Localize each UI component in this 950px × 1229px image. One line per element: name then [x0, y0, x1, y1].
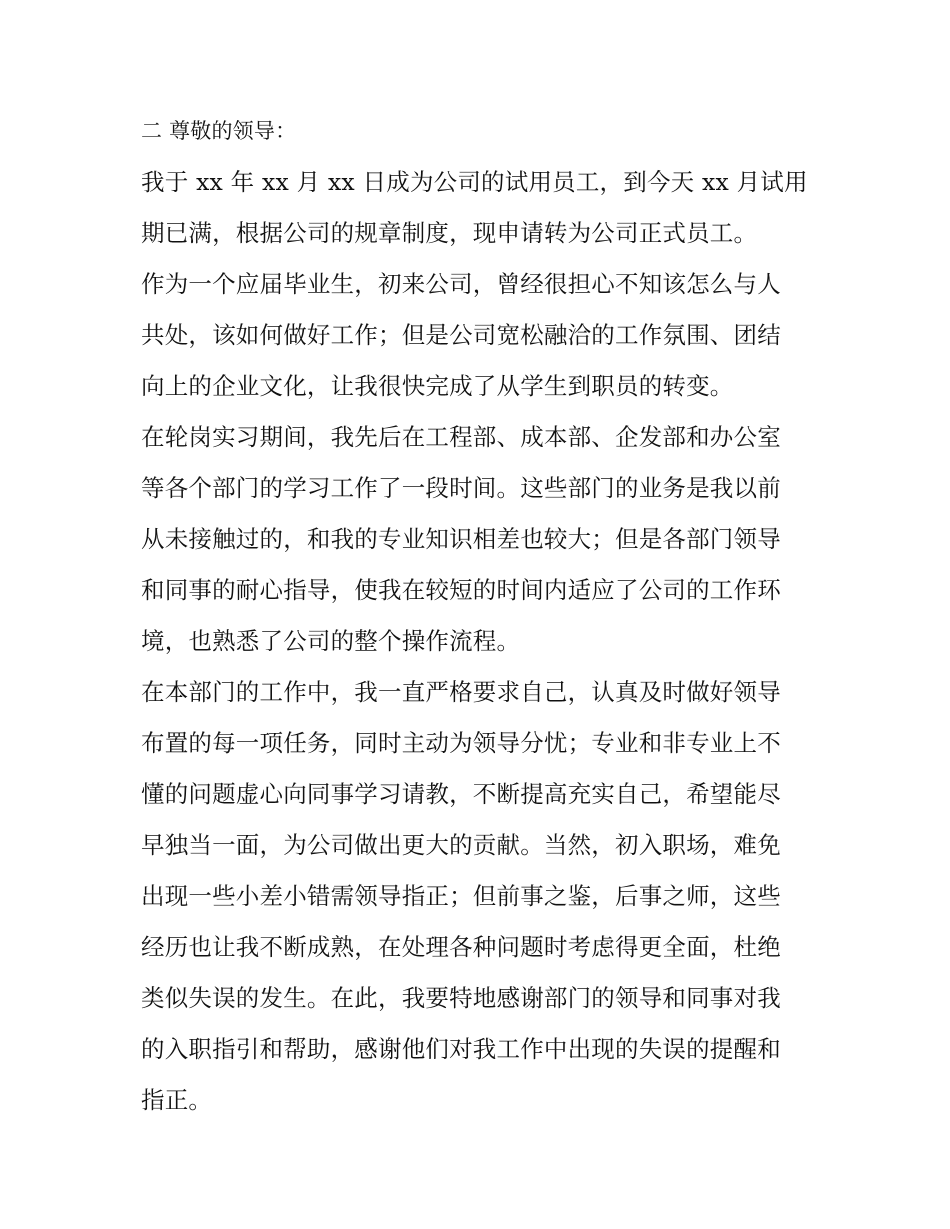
- text-line: 从未接触过的，和我的专业知识相差也较大；但是各部门领导: [141, 525, 781, 553]
- text-line: 在轮岗实习期间，我先后在工程部、成本部、企发部和办公室: [141, 423, 781, 451]
- text-line: 期已满，根据公司的规章制度，现申请转为公司正式员工。: [141, 219, 758, 247]
- text-line: 和同事的耐心指导，使我在较短的时间内适应了公司的工作环: [141, 576, 781, 604]
- text-line: 布置的每一项任务，同时主动为领导分忧；专业和非专业上不: [141, 729, 781, 757]
- text-line: 的入职指引和帮助，感谢他们对我工作中出现的失误的提醒和: [141, 1035, 781, 1063]
- text-line: 懂的问题虚心向同事学习请教，不断提高充实自己，希望能尽: [141, 780, 781, 808]
- text-line: 指正。: [141, 1086, 213, 1114]
- text-line: 等各个部门的学习工作了一段时间。这些部门的业务是我以前: [141, 474, 781, 502]
- salutation: 二 尊敬的领导：: [141, 119, 297, 143]
- text-line: 向上的企业文化，让我很快完成了从学生到职员的转变。: [141, 372, 734, 400]
- text-line: 在本部门的工作中，我一直严格要求自己，认真及时做好领导: [141, 678, 781, 706]
- text-line: 早独当一面，为公司做出更大的贡献。当然，初入职场，难免: [141, 831, 781, 859]
- text-line: 共处，该如何做好工作；但是公司宽松融洽的工作氛围、团结: [141, 321, 781, 349]
- text-line: 我于 xx 年 xx 月 xx 日成为公司的试用员工，到今天 xx 月试用: [141, 168, 808, 196]
- document-body: [141, 106, 821, 1126]
- text-line: 作为一个应届毕业生，初来公司，曾经很担心不知该怎么与人: [141, 270, 781, 298]
- text-line: 类似失误的发生。在此，我要特地感谢部门的领导和同事对我: [141, 984, 781, 1012]
- text-line: 经历也让我不断成熟，在处理各种问题时考虑得更全面，杜绝: [141, 933, 781, 961]
- text-line: 出现一些小差小错需领导指正；但前事之鉴，后事之师，这些: [141, 882, 781, 910]
- text-line: 境，也熟悉了公司的整个操作流程。: [141, 627, 521, 655]
